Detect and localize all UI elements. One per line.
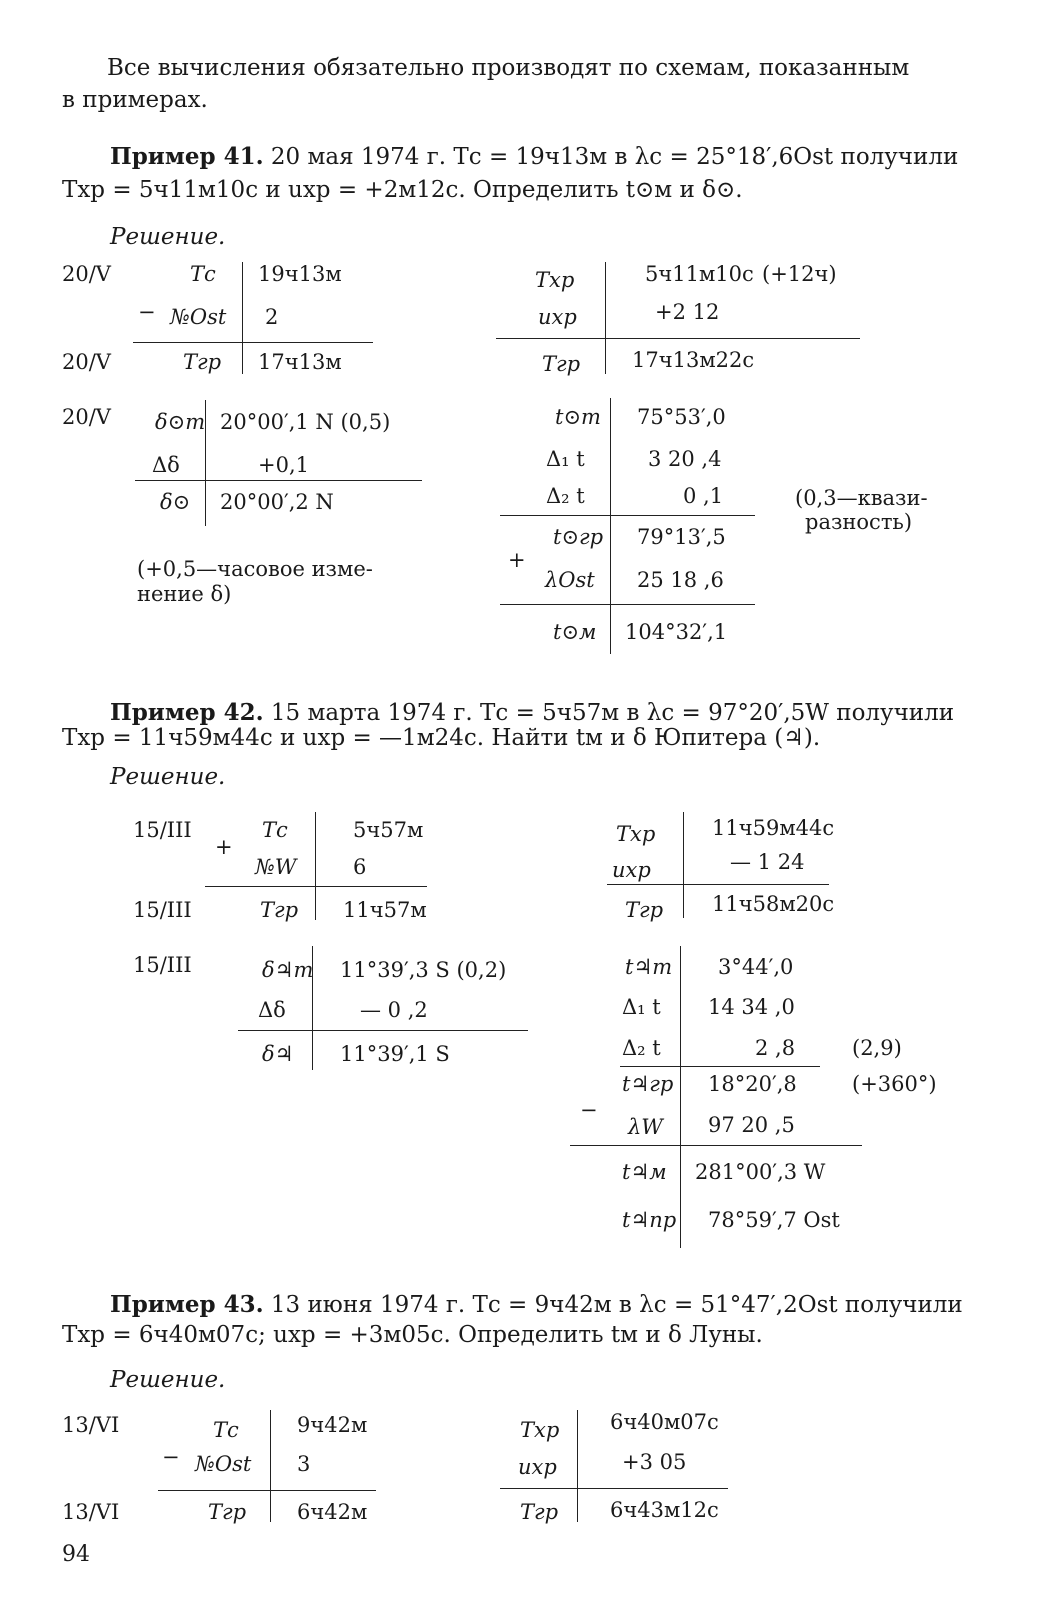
ex42-d-hline2 <box>570 1145 862 1146</box>
ex42-d-value5: 97 20 ,5 <box>708 1113 795 1137</box>
ex41-d-label5: λOst <box>545 568 595 592</box>
ex41-c-value2: +0,1 <box>258 453 309 477</box>
example-41-line-2: Tхр = 5ч11м10с и uхр = +2м12с. Определить t⊙м и δ⊙. <box>62 177 743 203</box>
ex41-c-value3: 20°00′,2 N <box>220 490 334 514</box>
example-43-line-2: Tхр = 6ч40м07с; uхр = +3м05с. Определить tм и δ Луны. <box>62 1322 763 1348</box>
ex41-b-hline <box>496 338 860 339</box>
ex43-a-label1: Tс <box>213 1418 239 1442</box>
ex42-c-date: 15/III <box>133 953 192 977</box>
ex43-a-value3: 6ч42м <box>297 1500 368 1524</box>
example-42-line-2: Tхр = 11ч59м44с и uхр = —1м24с. Найти tм и δ Юпитера (♃). <box>62 725 821 751</box>
ex43-b-label3: Tгр <box>520 1500 559 1524</box>
intro-line-1: Все вычисления обязательно производят по схемам, показанным <box>107 55 910 81</box>
ex41-d-value4: 79°13′,5 <box>637 525 726 549</box>
ex42-d-label2: Δ₁ t <box>622 995 661 1019</box>
ex41-d-label4: t⊙гр <box>553 525 604 549</box>
ex42-a-date1: 15/III <box>133 818 192 842</box>
ex41-d-value5: 25 18 ,6 <box>637 568 724 592</box>
ex42-c-label1: δ♃т <box>262 958 314 982</box>
ex41-a-value1: 19ч13м <box>258 262 342 286</box>
ex41-b-label1: Tхр <box>535 268 575 292</box>
ex41-c-label2: Δδ <box>152 453 180 477</box>
example-41-solution: Решение. <box>110 224 226 250</box>
ex41-d-note1: (0,3—квази- <box>795 486 928 510</box>
ex42-c-vline <box>312 946 313 1070</box>
ex42-c-value1: 11°39′,3 S (0,2) <box>340 958 507 982</box>
ex43-a-sign: − <box>162 1445 180 1469</box>
ex41-d-label2: Δ₁ t <box>546 447 585 471</box>
example-41-text-1: 20 мая 1974 г. Tс = 19ч13м в λс = 25°18′,6Ost получили <box>270 144 959 170</box>
ex43-a-label3: Tгр <box>208 1500 247 1524</box>
ex43-b-value1: 6ч40м07с <box>610 1410 719 1434</box>
ex41-b-label2: uхр <box>538 305 577 329</box>
ex42-d-label4: t♃гр <box>622 1072 674 1096</box>
ex42-c-hline <box>238 1030 528 1031</box>
ex41-d-vline <box>610 398 611 654</box>
ex41-d-value6: 104°32′,1 <box>625 620 728 644</box>
ex43-b-label1: Tхр <box>520 1418 560 1442</box>
ex42-b-label2: uхр <box>612 858 651 882</box>
ex43-a-hline <box>158 1490 376 1491</box>
ex42-b-hline <box>607 884 829 885</box>
ex42-d-note3: (2,9) <box>852 1036 902 1060</box>
ex43-a-value2: 3 <box>297 1452 311 1476</box>
ex43-a-date2: 13/VI <box>62 1500 120 1524</box>
ex42-d-label6: t♃м <box>622 1160 667 1184</box>
ex42-d-value1: 3°44′,0 <box>718 955 794 979</box>
ex41-c-label1: δ⊙т <box>155 410 206 434</box>
ex42-d-note4: (+360°) <box>852 1072 937 1096</box>
ex41-a-value2: 2 <box>265 305 279 329</box>
ex43-b-value3: 6ч43м12с <box>610 1498 719 1522</box>
ex42-d-vline <box>680 946 681 1248</box>
ex41-c-value1: 20°00′,1 N (0,5) <box>220 410 391 434</box>
ex41-d-label1: t⊙т <box>555 405 601 429</box>
ex41-d-label3: Δ₂ t <box>546 484 585 508</box>
ex42-a-value2: 6 <box>353 855 367 879</box>
ex42-d-label1: t♃т <box>625 955 673 979</box>
ex42-b-label3: Tгр <box>625 898 664 922</box>
ex42-a-value3: 11ч57м <box>343 898 427 922</box>
ex42-d-label3: Δ₂ t <box>622 1036 661 1060</box>
ex42-b-vline <box>683 812 684 918</box>
ex41-a-vline <box>242 262 243 374</box>
ex42-d-hline1 <box>620 1066 820 1067</box>
ex42-d-sign: − <box>580 1098 598 1122</box>
ex41-a-label3: Tгр <box>183 350 222 374</box>
ex43-a-vline <box>270 1410 271 1522</box>
ex41-a-sign: − <box>138 300 156 324</box>
ex41-d-value1: 75°53′,0 <box>637 405 726 429</box>
example-42-text-1: 15 марта 1974 г. Tс = 5ч57м в λс = 97°20′,5W получили <box>270 700 955 726</box>
ex41-b-label3: Tгр <box>542 352 581 376</box>
ex41-c-label3: δ⊙ <box>160 490 191 514</box>
ex41-c-date: 20/V <box>62 405 111 429</box>
ex42-a-label2: №W <box>255 855 297 879</box>
ex42-b-value3: 11ч58м20с <box>712 892 835 916</box>
ex43-b-hline <box>500 1488 728 1489</box>
ex41-a-label2: №Ost <box>170 305 227 329</box>
page-number: 94 <box>62 1542 90 1567</box>
example-43-title: Пример 43. <box>110 1291 264 1318</box>
ex41-b-value3: 17ч13м22с <box>632 348 755 372</box>
example-41-title: Пример 41. <box>110 143 264 170</box>
ex42-b-value1: 11ч59м44с <box>712 816 835 840</box>
ex41-b-value1: 5ч11м10с <box>645 262 754 286</box>
ex41-b-vline <box>605 262 606 374</box>
ex41-a-label1: Tс <box>190 262 216 286</box>
ex43-b-value2: +3 05 <box>622 1450 687 1474</box>
ex42-a-sign: + <box>215 835 233 859</box>
ex41-a-date2: 20/V <box>62 350 111 374</box>
ex42-a-value1: 5ч57м <box>353 818 424 842</box>
ex41-c-note2: нение δ) <box>137 582 232 606</box>
ex43-a-label2: №Ost <box>195 1452 252 1476</box>
example-43-solution: Решение. <box>110 1367 226 1393</box>
ex42-d-value4: 18°20′,8 <box>708 1072 797 1096</box>
ex42-a-vline <box>315 812 316 920</box>
ex41-b-value2: +2 12 <box>655 300 720 324</box>
ex42-d-label7: t♃пр <box>622 1208 677 1232</box>
ex42-d-value6: 281°00′,3 W <box>695 1160 826 1184</box>
ex41-d-label6: t⊙м <box>553 620 597 644</box>
ex43-a-date1: 13/VI <box>62 1413 120 1437</box>
ex43-b-vline <box>577 1410 578 1522</box>
example-42-solution: Решение. <box>110 764 226 790</box>
ex42-b-value2: — 1 24 <box>730 850 805 874</box>
ex41-d-hline1 <box>500 515 755 516</box>
ex42-a-date2: 15/III <box>133 898 192 922</box>
ex43-b-label2: uхр <box>518 1455 557 1479</box>
ex42-d-label5: λW <box>628 1115 663 1139</box>
ex41-b-note: (+12ч) <box>762 262 837 286</box>
ex41-a-value3: 17ч13м <box>258 350 342 374</box>
example-42-title: Пример 42. <box>110 699 264 726</box>
ex41-d-hline2 <box>500 604 755 605</box>
example-43-text-1: 13 июня 1974 г. Tс = 9ч42м в λс = 51°47′,2Ost получили <box>270 1292 963 1318</box>
ex42-a-label1: Tс <box>262 818 288 842</box>
ex41-d-sign: + <box>508 548 526 572</box>
ex42-c-label2: Δδ <box>258 998 286 1022</box>
ex42-b-label1: Tхр <box>616 822 656 846</box>
ex41-d-note2: разность) <box>805 510 913 534</box>
ex41-a-date1: 20/V <box>62 262 111 286</box>
ex42-d-value3: 2 ,8 <box>755 1036 796 1060</box>
ex42-d-value2: 14 34 ,0 <box>708 995 795 1019</box>
ex41-d-value3: 0 ,1 <box>683 484 724 508</box>
ex41-a-hline <box>133 342 373 343</box>
ex42-c-label3: δ♃ <box>262 1042 294 1066</box>
ex42-d-value7: 78°59′,7 Ost <box>708 1208 840 1232</box>
intro-line-2: в примерах. <box>62 87 208 113</box>
ex42-c-value3: 11°39′,1 S <box>340 1042 450 1066</box>
example-41-line-1 <box>110 142 958 172</box>
ex41-c-hline <box>135 480 422 481</box>
ex41-d-value2: 3 20 ,4 <box>648 447 722 471</box>
ex42-a-label3: Tгр <box>260 898 299 922</box>
ex41-c-note1: (+0,5—часовое изме- <box>137 557 373 581</box>
ex41-c-vline <box>205 400 206 526</box>
ex42-a-hline <box>205 886 427 887</box>
example-43-line-1 <box>110 1290 963 1320</box>
ex43-a-value1: 9ч42м <box>297 1413 368 1437</box>
ex42-c-value2: — 0 ,2 <box>360 998 428 1022</box>
